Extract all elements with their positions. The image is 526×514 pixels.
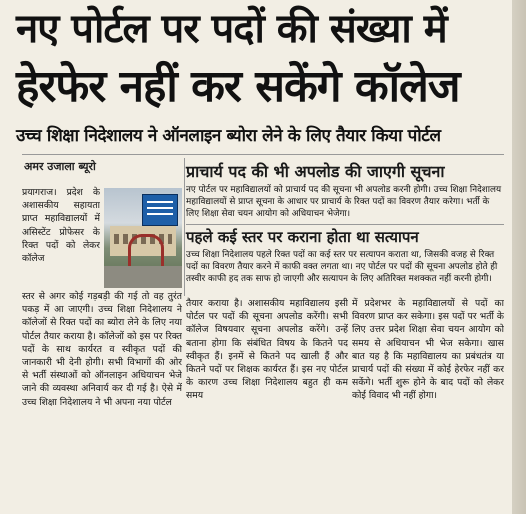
box1-title: प्राचार्य पद की भी अपलोड की जाएगी सूचना (186, 162, 445, 181)
vertical-rule (184, 158, 185, 296)
box2-text: उच्च शिक्षा निदेशालय पहले रिक्त पदों का कई स्तर पर सत्यापन कराता था, जिसकी वजह से रिक्त पदों का विवरण तैयार करने में काफी वक्त लगता था। नए पोर्टल पर पदों की सूचना अपलोड होते ही तस्वीर काफी हद तक साफ हो जाएगी और सत्यापन के लिए अतिरिक्त मशक्कत नहीं करनी होगी। (186, 250, 498, 284)
signboard-icon (142, 194, 178, 226)
article-col-c: में प्रदेशभर के महाविद्यालयों से पदों का विवरण प्राप्त कर सकेगा। इस पदों पर भर्ती के लिए उत्तर प्रदेश शिक्षा सेवा चयन आयोग को समय से अधियाचन भी भेज सकेगा। खास बात यह है कि महाविद्यालय का प्रबंधतंत्र या प्राचार्य पदों की संख्या में कोई हेरफेर नहीं कर सकेंगे। भर्ती शुरू होने के बाद पदों को लेकर कोई विवाद भी नहीं होगा। (352, 298, 504, 402)
road (104, 266, 182, 288)
box1-text: नए पोर्टल पर महाविद्यालयों को प्राचार्य पद की सूचना भी अपलोड करनी होगी। उच्च शिक्षा निदेशालय महाविद्यालयों से प्राप्त सूचना के आधार पर प्राचार्य के रिक्त पदों का विवरण तैयार करेगा। भर्ती के लिए शिक्षा सेवा चयन आयोग को अधियाचन भेजेगा। (186, 185, 502, 219)
box2-title: पहले कई स्तर पर कराना होता था सत्यापन (186, 228, 419, 246)
box-divider (186, 224, 504, 225)
college-photo (104, 188, 182, 288)
page-edge (512, 0, 526, 514)
article-col-a-top: प्रयागराज। प्रदेश के अशासकीय सहायता प्राप्त महाविद्यालयों में असिस्टेंट प्रोफेसर के रिक्त पदों को लेकर कॉलेज (22, 187, 100, 265)
header-rule (22, 154, 504, 155)
article-col-b: तैयार कराया है। अशासकीय महाविद्यालय इसी पोर्टल पर पदों की सूचना अपलोड करेंगी। सभी कॉलेज विषयवार सूचना अपलोड करेंगे। उन्हें बताना होगा कि संबंधित विषय के कितने पद स्वीकृत हैं। इनमें से कितने पद खाली हैं और कितने पदों पर शिक्षक कार्यरत हैं। इस नए पोर्टल के कारण उच्च शिक्षा निदेशालय बहुत ही कम समय (186, 298, 348, 402)
headline-line-1: नए पोर्टल पर पदों की संख्या में (16, 5, 447, 52)
gate-icon (128, 234, 164, 267)
article-col-a-bottom: स्तर से अगर कोई गड़बड़ी की गई तो वह तुरंत पकड़ में आ जाएगी। उच्च शिक्षा निदेशालय ने कॉलेजों से रिक्त पदों का ब्योरा लेने के लिए नया पोर्टल तैयार कराया है। कॉलेजों को इस पर रिक्त पदों के साथ कार्यरत व स्वीकृत पदों की जानकारी भी देनी होगी। सभी विभागों की ओर से भर्ती संस्थाओं को ऑनलाइन अधियाचन भेजे जाने की व्यवस्था अनिवार्य कर दी गई है। ऐसे में उच्च शिक्षा निदेशालय ने भी अपना नया पोर्टल (22, 291, 182, 408)
byline: अमर उजाला ब्यूरो (24, 160, 96, 173)
sub-headline: उच्च शिक्षा निदेशालय ने ऑनलाइन ब्योरा लेने के लिए तैयार किया पोर्टल (16, 126, 441, 146)
headline-line-2: हेरफेर नहीं कर सकेंगे कॉलेज (16, 61, 460, 112)
